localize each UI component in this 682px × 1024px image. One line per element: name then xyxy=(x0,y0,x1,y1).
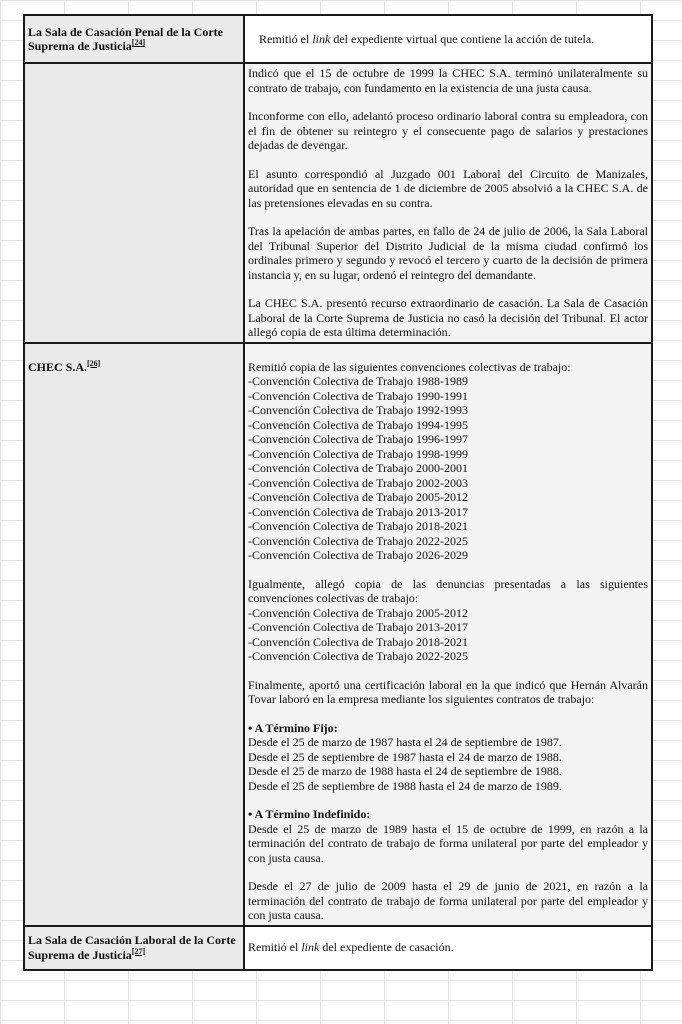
footnote-ref-link[interactable]: [26] xyxy=(87,358,101,368)
denuncias-list xyxy=(248,606,648,664)
list-item: Desde el 25 de marzo de 1988 hasta el 24 de septiembre de 1988. xyxy=(248,764,562,778)
list-item: -Convención Colectiva de Trabajo 2022-2025 xyxy=(248,649,468,663)
list-item: -Convención Colectiva de Trabajo 2000-2001 xyxy=(248,461,468,475)
list-item: -Convención Colectiva de Trabajo 2005-2012 xyxy=(248,605,468,620)
table-row xyxy=(24,15,652,63)
row-text-italic: link xyxy=(312,31,331,46)
list-item: -Convención Colectiva de Trabajo 1994-1995 xyxy=(248,417,468,432)
row-text-after: del expediente virtual que contiene la acción de tutela. xyxy=(330,31,595,46)
list-item: -Convención Colectiva de Trabajo 2013-2017 xyxy=(248,620,468,634)
section-heading: • A Término Indefinido: xyxy=(248,807,371,821)
row-content-cell xyxy=(244,343,652,926)
paragraph: Indicó que el 15 de octubre de 1999 la CHEC S.A. terminó unilateralmente su contrato de trabajo, con fundamento en la existencia de una justa causa. xyxy=(248,66,648,95)
row-text-italic: link xyxy=(301,940,320,955)
row-text-after: del expediente de casación. xyxy=(319,940,454,955)
list-item: -Convención Colectiva de Trabajo 2013-2017 xyxy=(248,504,468,519)
row-label: CHEC S.A. xyxy=(28,359,88,374)
footnote-ref-link[interactable]: [27] xyxy=(131,946,146,956)
paragraph: Inconforme con ello, adelantó proceso ordinario laboral contra su empleadora, con el fin de obtener su reintegro y el consecuente pago de salarios y prestaciones dejadas de devengar. xyxy=(248,109,648,152)
section-heading: • A Término Fijo: xyxy=(248,720,338,735)
list-item: Desde el 25 de marzo de 1987 hasta el 24 de septiembre de 1987. xyxy=(248,735,562,749)
footnote-ref-link[interactable]: [24] xyxy=(131,38,146,47)
list-item: -Convención Colectiva de Trabajo 2022-2025 xyxy=(248,533,468,548)
list-item: -Convención Colectiva de Trabajo 1988-1989 xyxy=(248,374,468,388)
row-text-before: Remitió el xyxy=(248,940,302,955)
row-text-before: Remitió el xyxy=(259,31,313,46)
intro-text: Remitió copia de las siguientes convenciones colectivas de trabajo: xyxy=(248,359,571,374)
intro-text: Igualmente, allegó copia de las denuncias presentadas a las siguientes convenciones colectivas de trabajo: xyxy=(248,576,648,605)
row-label: La Sala de Casación Penal de la Corte Suprema de Justicia xyxy=(28,24,223,53)
row-label-cell xyxy=(24,63,244,343)
paragraph: El asunto correspondió al Juzgado 001 Laboral del Circuito de Manizales, autoridad que en sentencia de 1 de diciembre de 2005 absolvió a la CHEC S.A. de las pretensiones elevadas en su contra. xyxy=(248,166,648,210)
document-table xyxy=(23,14,653,971)
list-item: -Convención Colectiva de Trabajo 1996-1997 xyxy=(248,432,468,446)
table-row xyxy=(24,63,652,343)
row-content-cell xyxy=(244,926,652,970)
convention-list xyxy=(248,374,648,563)
list-item: -Convención Colectiva de Trabajo 2002-2003 xyxy=(248,475,468,490)
table-row xyxy=(24,343,652,926)
list-item: -Convención Colectiva de Trabajo 1992-1993 xyxy=(248,403,468,417)
list-item: -Convención Colectiva de Trabajo 2018-2021 xyxy=(248,519,468,533)
row-label-cell xyxy=(24,343,244,926)
list-item: -Convención Colectiva de Trabajo 1990-1991 xyxy=(248,388,468,403)
row-content-cell xyxy=(244,63,652,343)
list-item: -Convención Colectiva de Trabajo 2026-2029 xyxy=(248,548,468,562)
list-item: Desde el 25 de septiembre de 1988 hasta el 24 de marzo de 1989. xyxy=(248,778,562,793)
list-item: -Convención Colectiva de Trabajo 2005-2012 xyxy=(248,490,468,504)
table-row xyxy=(24,926,652,970)
row-label-cell xyxy=(24,926,244,970)
row-label-cell xyxy=(24,15,244,63)
row-label: La Sala de Casación Laboral de la Corte Suprema de Justicia xyxy=(28,933,236,962)
list-item: -Convención Colectiva de Trabajo 2018-2021 xyxy=(248,634,468,649)
paragraph: La CHEC S.A. presentó recurso extraordinario de casación. La Sala de Casación Laboral de la Corte Suprema de Justicia no casó la decisión del Tribunal. El actor allegó copia de esta última determinación. xyxy=(248,296,648,339)
paragraph: Desde el 27 de julio de 2009 hasta el 29 de junio de 2021, en razón a la terminación del contrato de trabajo de forma unilateral por parte del empleador y con justa causa. xyxy=(248,879,648,922)
paragraph: Desde el 25 de marzo de 1989 hasta el 15 de octubre de 1999, en razón a la terminación del contrato de trabajo de forma unilateral por parte del empleador y con justa causa. xyxy=(248,821,648,865)
paragraph: Tras la apelación de ambas partes, en fallo de 24 de julio de 2006, la Sala Laboral del Tribunal Superior del Distrito Judicial de la misma ciudad confirmó los ordinales primero y segundo y revocó el tercero y cuarto de la decisión de primera instancia y, en su lugar, ordenó el reintegro del demandante. xyxy=(248,224,648,282)
intro-text: Finalmente, aportó una certificación laboral en la que indicó que Hernán Alvarán Tovar laboró en la empresa mediante los siguientes contratos de trabajo: xyxy=(248,677,648,706)
list-item: Desde el 25 de septiembre de 1987 hasta el 24 de marzo de 1988. xyxy=(248,749,562,764)
fijo-list xyxy=(248,735,648,793)
row-content-cell xyxy=(244,15,652,63)
list-item: -Convención Colectiva de Trabajo 1998-1999 xyxy=(248,446,468,461)
